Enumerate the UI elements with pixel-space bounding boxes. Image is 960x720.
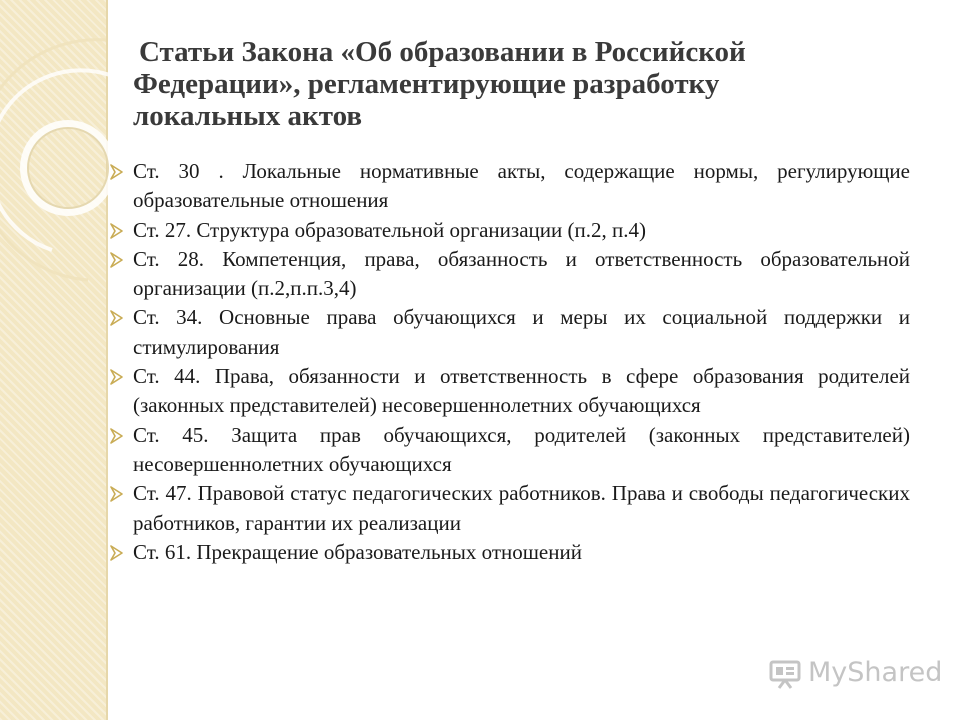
list-item	[110, 303, 910, 362]
list-item	[110, 421, 910, 480]
arrow-bullet-icon	[110, 545, 123, 561]
title-line-3: локальных актов	[133, 100, 363, 132]
arrow-bullet-icon	[110, 164, 123, 180]
list-item-text: Ст. 27. Структура образовательной организации (п.2, п.4)	[133, 217, 646, 242]
presentation-board-icon	[768, 658, 804, 690]
list-item	[110, 538, 910, 567]
slide-title	[133, 36, 923, 132]
list-item-text: Ст. 30 . Локальные нормативные акты, содержащие нормы, регулирующие образовательные отношения	[133, 159, 910, 213]
list-item	[110, 157, 910, 216]
title-line-2: Федерации», регламентирующие разработку	[133, 68, 720, 100]
arrow-bullet-icon	[110, 486, 123, 502]
articles-list	[110, 157, 910, 567]
list-item	[110, 479, 910, 538]
arrow-bullet-icon	[110, 428, 123, 444]
list-item-text: Ст. 47. Правовой статус педагогических работников. Права и свободы педагогических работников, гарантии их реализации	[133, 481, 910, 535]
arrow-bullet-icon	[110, 369, 123, 385]
list-item	[110, 245, 910, 304]
list-item-text: Ст. 28. Компетенция, права, обязанность и ответственность образовательной организации (п.2,п.п.3,4)	[133, 246, 910, 301]
title-line-1: Статьи Закона «Об образовании в Российской	[139, 36, 746, 68]
list-item-text: Ст. 45. Защита прав обучающихся, родителей (законных представителей) несовершеннолетних обучающихся	[133, 422, 910, 476]
list-item-text: Ст. 61. Прекращение образовательных отношений	[133, 539, 582, 564]
arrow-bullet-icon	[110, 252, 123, 268]
list-item-text: Ст. 44. Права, обязанности и ответственность в сфере образования родителей (законных представителей) несовершеннолетних обучающихся	[133, 364, 910, 418]
list-item-text: Ст. 34. Основные права обучающихся и меры их социальной поддержки и стимулирования	[133, 305, 910, 359]
watermark-text: MyShared	[808, 657, 943, 688]
list-item	[110, 362, 910, 421]
arrow-bullet-icon	[110, 310, 123, 326]
myshared-watermark	[768, 656, 943, 692]
arrow-bullet-icon	[110, 223, 123, 239]
list-item	[110, 216, 910, 245]
